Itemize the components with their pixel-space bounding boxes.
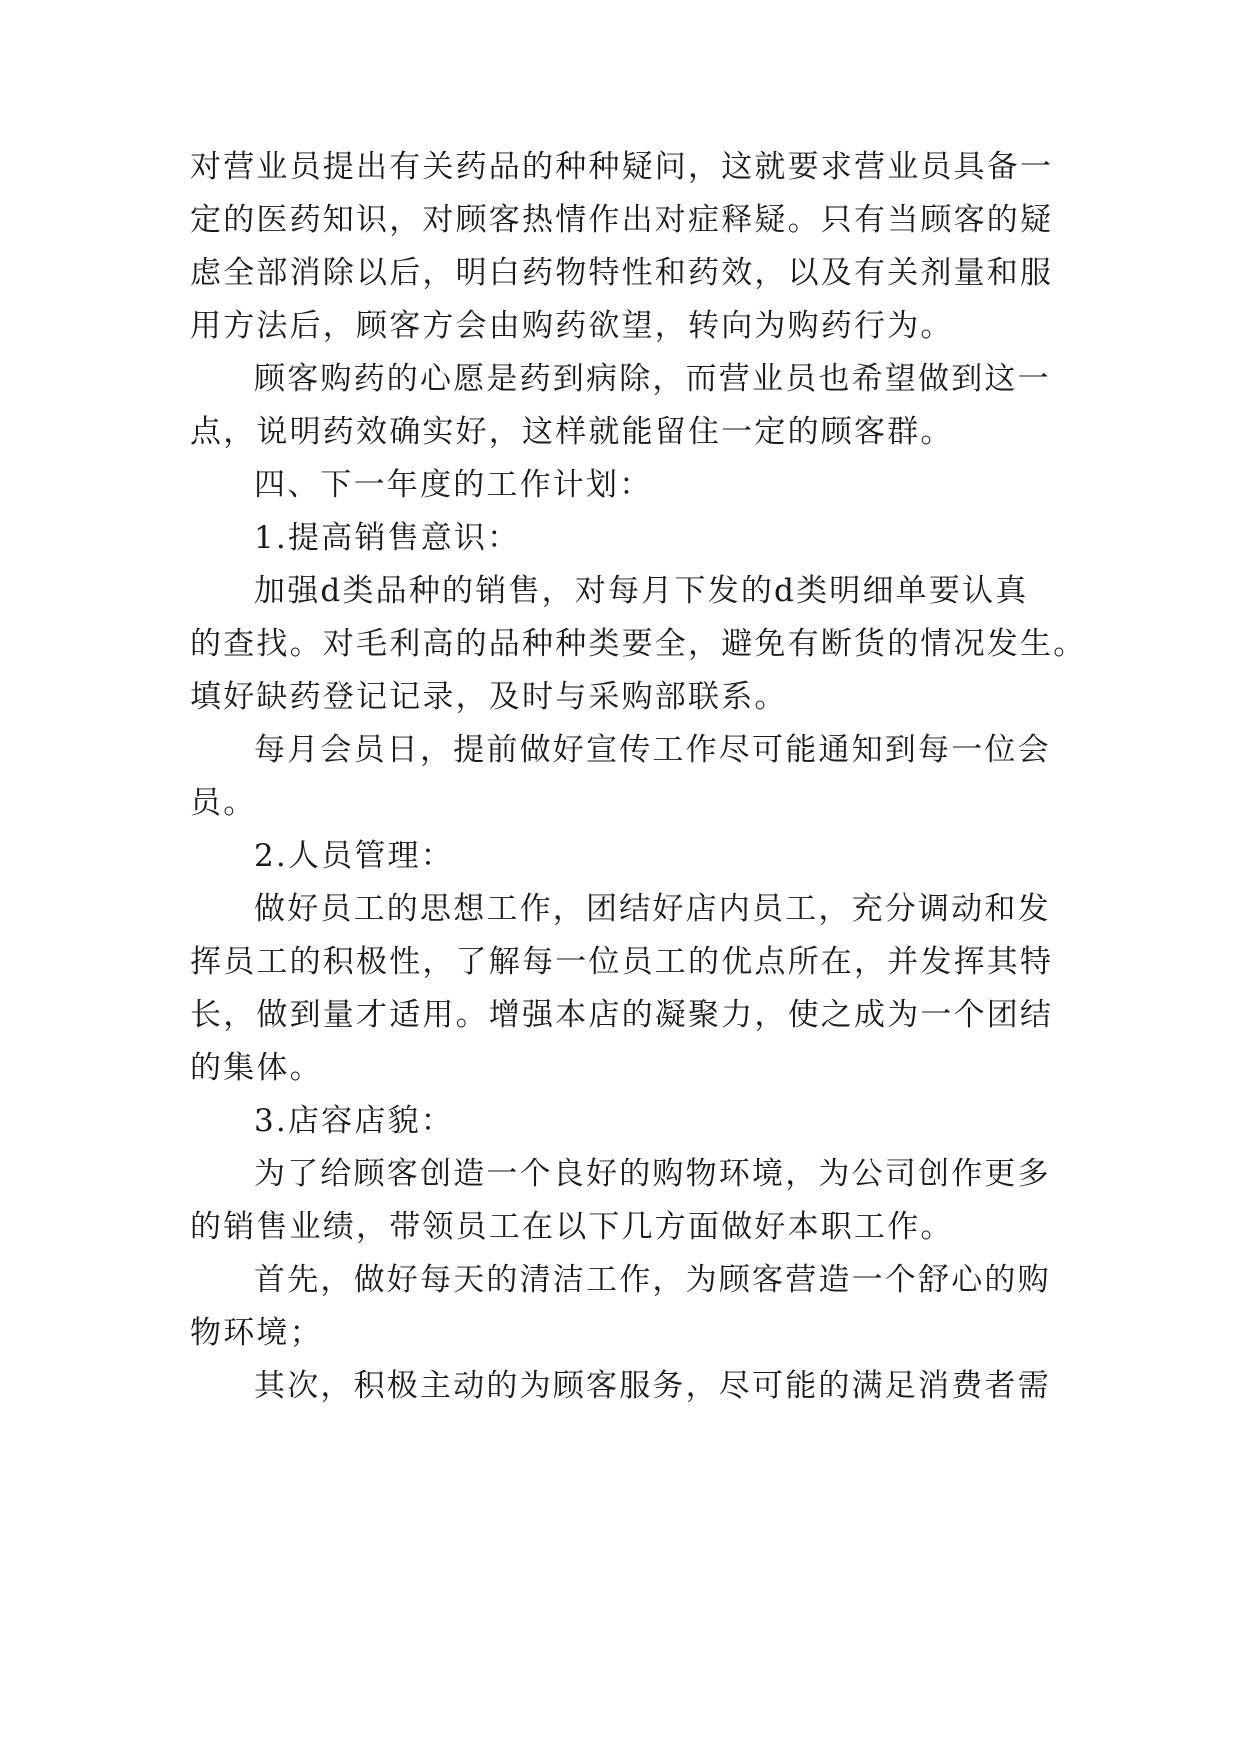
text-line: 挥员工的积极性，了解每一位员工的优点所在，并发挥其特 [190, 944, 1054, 980]
text-line: 的查找。对毛利高的品种种类要全，避免有断货的情况发生。 [190, 626, 1087, 662]
text-line: 对营业员提出有关药品的种种疑问，这就要求营业员具备一 [190, 149, 1054, 185]
paragraph-first-line: 为了给顾客创造一个良好的购物环境，为公司创作更多 [254, 1156, 1051, 1192]
text-line: 用方法后，顾客方会由购药欲望，转向为购药行为。 [190, 308, 954, 344]
paragraph-first-line: 顾客购药的心愿是药到病除，而营业员也希望做到这一 [254, 361, 1051, 397]
text-line: 点，说明药效确实好，这样就能留住一定的顾客群。 [190, 414, 954, 450]
paragraph-first-line: 做好员工的思想工作，团结好店内员工，充分调动和发 [254, 891, 1051, 927]
text-line: 的销售业绩，带领员工在以下几方面做好本职工作。 [190, 1209, 954, 1245]
text-line: 定的医药知识，对顾客热情作出对症释疑。只有当顾客的疑 [190, 202, 1054, 238]
text-line: 的集体。 [190, 1050, 323, 1086]
text-line: 长，做到量才适用。增强本店的凝聚力，使之成为一个团结 [190, 997, 1054, 1033]
text-line: 物环境； [190, 1315, 323, 1351]
text-line: 员。 [190, 785, 257, 821]
text-line: 填好缺药登记记录，及时与采购部联系。 [190, 679, 788, 715]
paragraph-first-line: 其次，积极主动的为顾客服务，尽可能的满足消费者需 [254, 1368, 1051, 1404]
paragraph-first-line: 每月会员日，提前做好宣传工作尽可能通知到每一位会 [254, 732, 1051, 768]
text-line: 虑全部消除以后，明白药物特性和药效，以及有关剂量和服 [190, 255, 1054, 291]
section-heading: 四、下一年度的工作计划： [254, 467, 653, 503]
paragraph-first-line: 首先，做好每天的清洁工作，为顾客营造一个舒心的购 [254, 1262, 1051, 1298]
subsection-heading: 1.提高销售意识： [254, 520, 521, 556]
subsection-heading: 2.人员管理： [254, 838, 454, 874]
paragraph-first-line: 加强d类品种的销售，对每月下发的d类明细单要认真 [254, 573, 1029, 609]
subsection-heading: 3.店容店貌： [254, 1103, 454, 1139]
